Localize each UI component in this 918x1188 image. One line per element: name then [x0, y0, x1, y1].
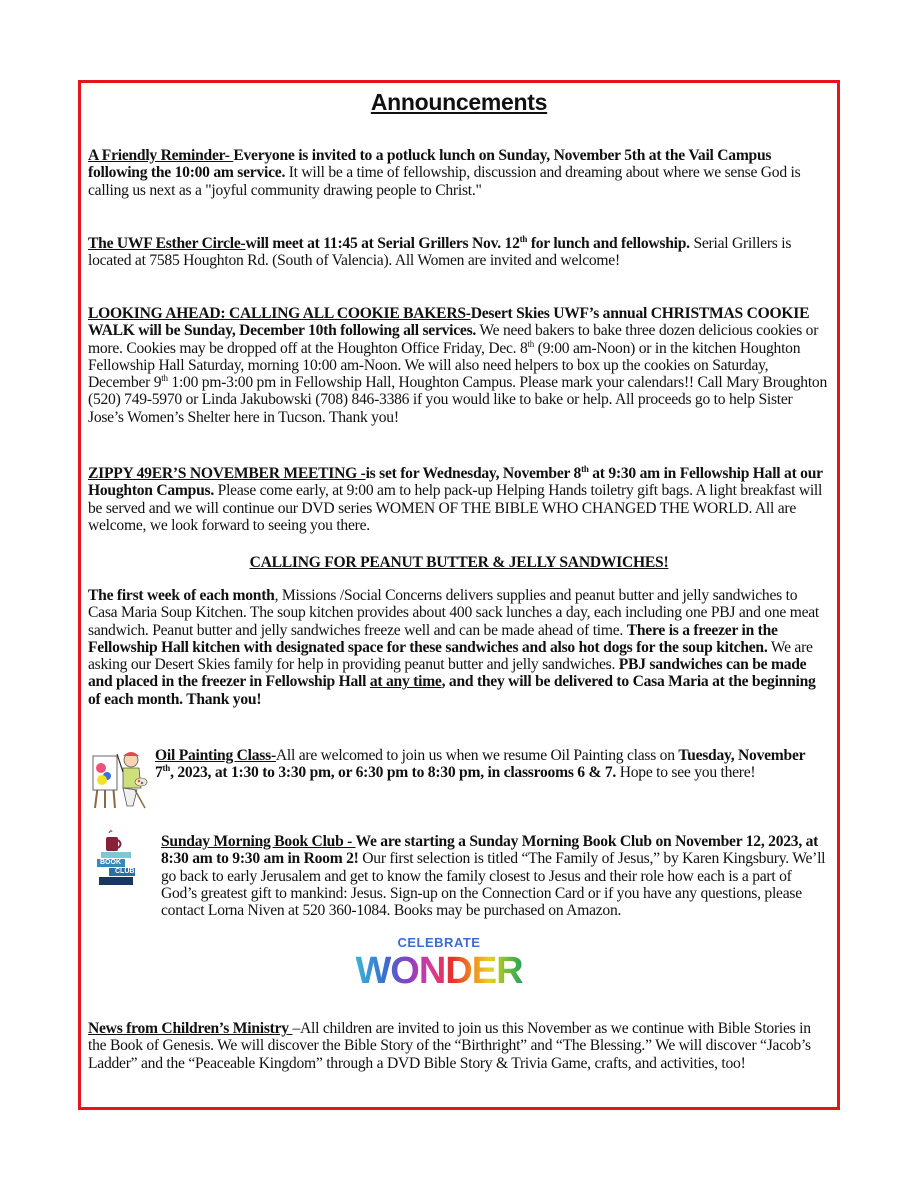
announcement-bold-text: will meet at 11:45 at Serial Grillers Nov. 12 — [245, 235, 520, 252]
announcement-esther-circle — [88, 235, 827, 270]
announcement-bold-text: Everyone is invited to a potluck lunch on Sunday, November 5th at the Vail Campus following the 10:00 am service. — [88, 147, 772, 182]
announcement-text: All are welcomed to join us when we resume Oil Painting class on — [275, 747, 679, 764]
announcement-bold-text: There is a freezer in the Fellowship Hall kitchen with designated space for these sandwiches and also hot dogs for the soup kitchen. — [88, 621, 778, 656]
pbj-heading: CALLING FOR PEANUT BUTTER & JELLY SANDWICHES! — [249, 554, 669, 571]
announcement-cookie-bakers — [88, 305, 827, 426]
announcement-heading: Oil Painting Class- — [155, 747, 276, 764]
announcement-text: Our first selection is titled “The Family of Jesus,” by Karen Kingsbury. We’ll go back to early Jerusalem and get to know the family closest to Jesus and their role how each is a part of God’s greatest gift to mankind: Jesus. Sign-up on the Connection Card or if you have any questions, please contact Lorna Niven at 520 360-1084. Books may be purchased on Amazon. — [161, 850, 826, 920]
announcement-bold-text: is set for Wednesday, November 8 — [365, 465, 582, 482]
announcement-heading: Sunday Morning Book Club - — [161, 833, 356, 850]
announcement-oil-painting — [155, 747, 827, 782]
ordinal-suffix: th — [161, 373, 168, 384]
announcement-text: We need bakers to bake three dozen delicious cookies or more. Cookies may be dropped off at the Houghton Office Friday, Dec. 8 — [88, 322, 819, 357]
announcement-pbj — [88, 587, 827, 708]
announcement-text: Please come early, at 9:00 am to help pack-up Helping Hands toiletry gift bags. A light breakfast will be served and we will continue our DVD series WOMEN OF THE BIBLE WHO CHANGED THE WORLD. All are welcome, we look forward to seeing you there. — [88, 482, 823, 534]
book-club-icon-label-book: BOOK — [100, 859, 121, 866]
logo-celebrate-text: CELEBRATE — [397, 935, 481, 950]
announcement-bold-text: PBJ sandwiches can be made and placed in the freezer in Fellowship Hall — [88, 656, 807, 691]
book-club-icon-label-club: CLUB — [115, 868, 135, 875]
announcement-heading: News from Children’s Ministry — [88, 1020, 293, 1037]
announcement-text: Serial Grillers is located at 7585 Houghton Rd. (South of Valencia). All Women are invited and welcome! — [88, 235, 792, 270]
ordinal-suffix: th — [162, 763, 171, 774]
book-club-icon — [95, 829, 139, 889]
ordinal-suffix: th — [519, 234, 528, 244]
announcement-friendly-reminder — [88, 147, 827, 199]
announcement-text: We are asking our Desert Skies family for help in providing peanut butter and jelly sandwiches. — [88, 638, 813, 674]
announcement-text: 1:00 pm-3:00 pm in Fellowship Hall, Houghton Campus. Please mark your calendars!! Call Mary Broughton (520) 749-5970 or Linda Jakubowski (708) 846-3386 if you would like to bake or help. All proceeds go to help Sister Jose’s Women’s Shelter here in Tucson. Thank you! — [88, 374, 828, 426]
announcement-bold-text: for lunch and fellowship. — [527, 235, 690, 252]
painter-icon — [87, 746, 153, 812]
announcement-text: (9:00 am-Noon) or in the kitchen Houghton Fellowship Hall Saturday, morning 10:00 am-Noon. We will also need helpers to box up the cookies on Saturday, December 9 — [88, 339, 801, 392]
announcement-heading: LOOKING AHEAD: CALLING ALL COOKIE BAKERS- — [88, 305, 471, 322]
announcement-heading: The UWF Esther Circle- — [88, 235, 246, 252]
announcement-bold-text: , 2023, at 1:30 to 3:30 pm, or 6:30 pm to 8:30 pm, in classrooms 6 & 7. — [170, 764, 617, 782]
announcement-heading: ZIPPY 49ER’S NOVEMBER MEETING - — [88, 465, 366, 482]
announcement-bold-text: Desert Skies UWF’s annual CHRISTMAS COOKIE WALK will be Sunday, December 10th following all services. — [88, 305, 810, 340]
announcement-bold-text: at 9:30 am in Fellowship Hall at our Houghton Campus. — [88, 465, 823, 500]
announcement-text: It will be a time of fellowship, discussion and dreaming about where we sense God is calling us next as a "joyful community drawing people to Christ." — [88, 164, 801, 199]
celebrate-wonder-logo — [335, 935, 543, 997]
page-title: Announcements — [370, 89, 548, 115]
announcement-heading: A Friendly Reminder- — [88, 147, 234, 164]
announcement-bold-text: The first week of each month — [88, 587, 275, 604]
ordinal-suffix: th — [581, 464, 589, 474]
announcement-bold-text: , and they will be delivered to Casa Maria at the beginning of each month. Thank you! — [88, 673, 816, 708]
announcement-bold-text: We are starting a Sunday Morning Book Club on November 12, 2023, at 8:30 am to 9:30 am in Room 2! — [161, 833, 819, 868]
announcement-emphasis: at any time — [369, 673, 442, 691]
announcement-childrens-ministry — [88, 1020, 827, 1072]
announcements-frame — [78, 80, 840, 1110]
announcement-book-club — [161, 833, 827, 919]
logo-wonder-text: WONDER — [355, 950, 523, 992]
announcement-zippy-meeting — [88, 465, 827, 534]
ordinal-suffix: th — [527, 338, 535, 349]
announcement-bold-text: Tuesday, November 7 — [155, 747, 806, 782]
announcement-text: , Missions /Social Concerns delivers supplies and peanut butter and jelly sandwiches to Casa Maria Soup Kitchen. The soup kitchen provides about 400 sack lunches a day, each including one PBJ and one meat sandwich. Peanut butter and jelly sandwiches freeze well and can be made ahead of time. — [88, 587, 820, 639]
announcement-text: Hope to see you there! — [616, 764, 756, 782]
announcement-text: –All children are invited to join us this November as we continue with Bible Stories in the Book of Genesis. We will discover the Bible Story of the “Birthright” and “The Blessing.” We will discover “Jacob’s Ladder” and the “Peaceable Kingdom” through a DVD Bible Story & Trivia Game, crafts, and activities, too! — [88, 1020, 811, 1072]
